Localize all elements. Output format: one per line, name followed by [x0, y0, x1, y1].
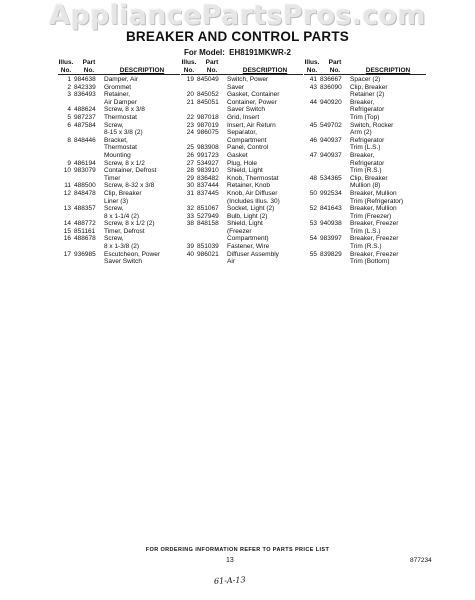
page-number: 13	[226, 557, 234, 564]
description-line: Separator,	[227, 129, 257, 137]
part-header-line1: Part	[82, 59, 96, 66]
part-description	[227, 160, 303, 168]
part-header-line2: No.	[329, 66, 341, 74]
part-number: 940920	[320, 98, 342, 106]
parts-row	[304, 251, 426, 266]
description-line: Breaker, Freezer	[350, 235, 399, 243]
part-description	[104, 122, 180, 137]
description-line: Knob, Air Diffuser	[227, 189, 278, 197]
illus-number: 40	[186, 250, 194, 258]
description-line: Spacer (2)	[350, 76, 381, 83]
site-watermark: AppliancePartsPros.com	[49, 0, 426, 31]
parts-row	[181, 205, 303, 213]
illus-number: 28	[186, 167, 194, 175]
part-header-line1: Part	[205, 59, 219, 66]
part-number: 839829	[320, 250, 342, 258]
part-description	[104, 220, 180, 228]
illus-number: 46	[309, 136, 317, 144]
part-number: 983079	[74, 167, 96, 175]
part-description	[104, 167, 180, 182]
document-number: 877234	[410, 557, 432, 564]
part-number: 836493	[74, 91, 96, 99]
description-line: Trim (Top)	[350, 113, 380, 121]
part-description	[227, 91, 303, 99]
part-number: 488772	[74, 220, 96, 228]
illus-number: 15	[63, 227, 71, 235]
parts-row	[58, 84, 180, 92]
parts-row	[304, 137, 426, 152]
illus-number: 12	[63, 189, 71, 197]
column-header	[181, 58, 303, 75]
illus-number: 33	[186, 212, 194, 220]
parts-row	[181, 213, 303, 221]
description-line: Trim (Bottom)	[350, 258, 390, 266]
part-number: 534927	[197, 159, 219, 167]
part-description	[227, 76, 303, 91]
part-header-line1: Part	[328, 59, 342, 66]
part-description	[227, 129, 303, 144]
parts-row	[58, 205, 180, 220]
part-description	[227, 205, 303, 213]
description-line: Grid, Insert	[227, 113, 260, 121]
description-line: Breaker, Mullion	[350, 205, 397, 213]
part-description	[227, 243, 303, 251]
part-description	[350, 235, 426, 250]
parts-row	[181, 122, 303, 130]
part-number: 836090	[320, 83, 342, 91]
description-line: Timer, Defrost	[104, 227, 145, 235]
illus-number: 47	[309, 151, 317, 159]
illus-header-line2: No.	[183, 66, 195, 74]
description-line: Retainer,	[104, 91, 131, 99]
description-line: Screw,	[104, 235, 124, 243]
part-number: 848158	[197, 220, 219, 228]
parts-row	[58, 220, 180, 228]
illus-number: 43	[309, 83, 317, 91]
illus-number: 2	[67, 83, 71, 91]
part-description	[104, 137, 180, 160]
illus-number: 20	[186, 91, 194, 99]
description-line: Trim (R.S.)	[350, 167, 382, 175]
description-line: Saver Switch	[227, 106, 265, 114]
parts-row	[304, 99, 426, 122]
description-line: Socket, Light (2)	[227, 205, 275, 213]
parts-row	[181, 144, 303, 152]
description-line: Arm (2)	[350, 129, 372, 137]
part-description	[104, 114, 180, 122]
part-description	[350, 205, 426, 220]
description-line: Breaker, Freezer	[350, 250, 399, 258]
description-line: Screw, 8-32 x 3/8	[104, 182, 155, 190]
illus-number: 38	[186, 220, 194, 228]
description-header: DESCRIPTION	[242, 66, 288, 74]
description-line: Gasket, Container	[227, 91, 280, 99]
part-description	[350, 152, 426, 175]
part-description	[104, 205, 180, 220]
part-number: 987019	[197, 121, 219, 129]
part-description	[350, 220, 426, 235]
parts-row	[58, 235, 180, 250]
description-line: Panel, Control	[227, 144, 269, 152]
parts-row	[304, 220, 426, 235]
parts-row	[58, 114, 180, 122]
description-line: (Includes Illus. 30)	[227, 197, 280, 205]
description-line: Clip, Breaker	[104, 189, 142, 197]
part-description	[350, 99, 426, 122]
illus-number: 5	[67, 113, 71, 121]
parts-row	[181, 220, 303, 243]
part-description	[227, 251, 303, 266]
description-line: Refrigerator	[350, 136, 385, 144]
description-line: Clip, Breaker	[350, 174, 388, 182]
illus-number: 16	[63, 235, 71, 243]
part-description	[227, 144, 303, 152]
parts-column-2	[181, 58, 303, 266]
illus-number: 44	[309, 98, 317, 106]
part-number: 488624	[74, 106, 96, 114]
column-header	[304, 58, 426, 75]
part-description	[227, 175, 303, 183]
illus-number: 45	[309, 121, 317, 129]
description-line: Mounting	[104, 151, 131, 159]
part-number: 851039	[197, 243, 219, 251]
parts-row	[181, 190, 303, 205]
description-line: Trim (L.S.)	[350, 227, 381, 235]
part-number: 936985	[74, 250, 96, 258]
description-header: DESCRIPTION	[365, 66, 411, 74]
description-line: Switch, Power	[227, 76, 269, 83]
description-line: Mullion (8)	[350, 182, 381, 190]
description-line: Diffuser Assembly	[227, 250, 279, 258]
part-header-line2: No.	[206, 66, 218, 74]
parts-row	[304, 190, 426, 205]
illus-number: 41	[309, 76, 317, 83]
description-line: Fastener, Wire	[227, 243, 270, 251]
part-description	[227, 167, 303, 175]
parts-row	[304, 122, 426, 137]
part-number: 983997	[320, 235, 342, 243]
illus-number: 4	[67, 106, 71, 114]
part-description	[350, 122, 426, 137]
illus-number: 8	[67, 136, 71, 144]
description-line: Screw, 8 x 3/8	[104, 106, 145, 114]
parts-row	[58, 167, 180, 182]
part-description	[104, 251, 180, 266]
illus-number: 30	[186, 182, 194, 190]
description-line: Switch, Rocker	[350, 121, 394, 129]
description-line: Knob, Thermostat	[227, 174, 279, 182]
description-line: Air	[227, 258, 235, 266]
part-description	[227, 122, 303, 130]
handwritten-note: 61-A-13	[213, 575, 246, 586]
parts-row	[58, 251, 180, 266]
description-header: DESCRIPTION	[119, 66, 165, 74]
illus-number: 24	[186, 129, 194, 137]
parts-column-1	[58, 58, 180, 266]
part-description	[350, 84, 426, 99]
part-description	[227, 182, 303, 190]
part-number: 851161	[74, 227, 96, 235]
parts-row	[181, 182, 303, 190]
parts-row	[304, 175, 426, 190]
description-line: Compartment)	[227, 235, 269, 243]
description-line: Trim (Freezer)	[350, 212, 392, 220]
part-number: 851067	[197, 205, 219, 213]
description-line: (Freezer	[227, 227, 252, 235]
model-line	[0, 48, 475, 57]
description-line: Thermostat	[104, 113, 137, 121]
part-number: 986021	[197, 250, 219, 258]
description-line: Shield, Light	[227, 220, 263, 228]
illus-number: 48	[309, 174, 317, 182]
description-line: Screw, 8 x 1/2	[104, 159, 145, 167]
description-line: Container, Power	[227, 98, 277, 106]
part-number: 534365	[320, 174, 342, 182]
illus-number: 17	[63, 250, 71, 258]
parts-column-3	[304, 58, 426, 266]
page-title: BREAKER AND CONTROL PARTS	[125, 29, 349, 44]
part-description	[104, 91, 180, 106]
description-line: Breaker, Mullion	[350, 189, 397, 197]
part-description	[104, 76, 180, 84]
part-number: 845049	[197, 76, 219, 83]
description-line: Clip, Breaker	[350, 83, 388, 91]
description-line: Compartment	[227, 136, 267, 144]
part-number: 848478	[74, 189, 96, 197]
description-line: Trim (Refrigerator)	[350, 197, 404, 205]
part-description	[227, 152, 303, 160]
parts-row	[181, 76, 303, 91]
description-line: Escutcheon, Power	[104, 250, 161, 258]
parts-row	[58, 190, 180, 205]
illus-number: 13	[63, 205, 71, 213]
part-number: 836667	[320, 76, 342, 83]
description-line: Insert, Air Return	[227, 121, 276, 129]
part-number: 987018	[197, 113, 219, 121]
part-number: 848446	[74, 136, 96, 144]
part-no-header	[74, 59, 104, 74]
illus-number: 11	[64, 182, 71, 190]
part-description	[104, 84, 180, 92]
parts-row	[58, 228, 180, 236]
illus-header-line1: Illus.	[58, 59, 74, 66]
part-number: 940938	[320, 220, 342, 228]
illus-number: 3	[67, 91, 71, 99]
part-number: 488678	[74, 235, 96, 243]
part-description	[350, 137, 426, 152]
part-description	[104, 190, 180, 205]
part-number: 487584	[74, 121, 96, 129]
description-line: Trim (L.S.)	[350, 144, 381, 152]
description-line: Thermostat	[104, 144, 137, 152]
illus-number: 22	[186, 113, 194, 121]
illus-number: 53	[309, 220, 317, 228]
parts-row	[304, 205, 426, 220]
part-description	[104, 182, 180, 190]
part-number: 984638	[74, 76, 96, 83]
description-line: Trim (R.S.)	[350, 243, 382, 251]
description-line: Grommet	[104, 83, 132, 91]
illus-number: 10	[63, 167, 71, 175]
description-line: Gasket	[227, 151, 248, 159]
illus-number: 23	[186, 121, 194, 129]
parts-row	[58, 76, 180, 84]
illus-number: 54	[309, 235, 317, 243]
parts-row	[181, 114, 303, 122]
part-description	[104, 235, 180, 250]
parts-row	[181, 160, 303, 168]
part-number: 940937	[320, 136, 342, 144]
part-description	[227, 190, 303, 205]
part-description	[104, 228, 180, 236]
part-number: 940937	[320, 151, 342, 159]
illus-number: 21	[186, 98, 194, 106]
illus-number: 19	[186, 76, 194, 83]
illus-number: 14	[63, 220, 71, 228]
parts-row	[304, 152, 426, 175]
description-line: Liner (3)	[104, 197, 129, 205]
description-line: Retainer, Knob	[227, 182, 271, 190]
part-number: 837444	[197, 182, 219, 190]
description-line: Bracket,	[104, 136, 128, 144]
illus-number: 55	[309, 250, 317, 258]
part-description	[350, 190, 426, 205]
part-no-header	[320, 59, 350, 74]
parts-row	[181, 175, 303, 183]
parts-row	[58, 160, 180, 168]
part-number: 837445	[197, 189, 219, 197]
description-line: Shield, Light	[227, 167, 263, 175]
parts-row	[181, 167, 303, 175]
part-number: 983910	[197, 167, 219, 175]
description-line: Saver	[227, 83, 244, 91]
parts-row	[181, 91, 303, 99]
description-line: Breaker,	[350, 151, 375, 159]
model-number: EH8191MKWR-2	[229, 48, 291, 57]
illus-header-line2: No.	[306, 66, 318, 74]
part-number: 845051	[197, 98, 219, 106]
model-label: For Model:	[184, 48, 225, 57]
illus-number: 1	[67, 76, 71, 83]
part-number: 842339	[74, 83, 96, 91]
illus-header-line1: Illus.	[304, 59, 320, 66]
part-number: 987237	[74, 113, 96, 121]
illus-number: 29	[186, 174, 194, 182]
part-number: 845052	[197, 91, 219, 99]
parts-row	[181, 152, 303, 160]
parts-row	[304, 235, 426, 250]
description-line: Screw,	[104, 121, 124, 129]
part-description	[227, 114, 303, 122]
description-line: Timer	[104, 174, 121, 182]
illus-number: 31	[186, 189, 194, 197]
description-line: Retainer (2)	[350, 91, 385, 99]
description-line: Container, Defrost	[104, 167, 157, 175]
description-line: Breaker, Freezer	[350, 220, 399, 228]
description-line: Refrigerator	[350, 106, 385, 114]
part-description	[350, 76, 426, 84]
illus-number: 25	[186, 144, 194, 152]
illus-no-header	[304, 59, 320, 74]
illus-number: 32	[186, 205, 194, 213]
part-number: 841643	[320, 205, 342, 213]
ordering-note: FOR ORDERING INFORMATION REFER TO PARTS PRICE LIST	[145, 547, 330, 553]
part-description	[227, 99, 303, 114]
illus-number: 52	[309, 205, 317, 213]
illus-number: 9	[67, 159, 71, 167]
part-number: 488357	[74, 205, 96, 213]
parts-row	[58, 122, 180, 137]
part-description	[227, 220, 303, 243]
part-number: 992534	[320, 189, 342, 197]
part-number: 527949	[197, 212, 219, 220]
illus-number: 27	[186, 159, 194, 167]
part-description	[104, 160, 180, 168]
column-header	[58, 58, 180, 75]
parts-row	[58, 137, 180, 160]
description-line: 8 x 1-1/4 (2)	[104, 212, 140, 220]
part-header-line2: No.	[83, 66, 95, 74]
part-description	[227, 213, 303, 221]
part-no-header	[197, 59, 227, 74]
description-line: Air Damper	[104, 98, 137, 106]
illus-header-line2: No.	[60, 66, 72, 74]
description-line: 8 x 1-3/8 (2)	[104, 243, 140, 251]
illus-number: 50	[309, 189, 317, 197]
parts-row	[58, 91, 180, 106]
illus-number: 26	[186, 151, 194, 159]
part-number: 488500	[74, 182, 96, 190]
part-description	[350, 175, 426, 190]
part-number: 983908	[197, 144, 219, 152]
illus-no-header	[58, 59, 74, 74]
part-description	[104, 106, 180, 114]
illus-header-line1: Illus.	[181, 59, 197, 66]
parts-row	[58, 182, 180, 190]
illus-no-header	[181, 59, 197, 74]
parts-row	[181, 99, 303, 114]
description-line: Plug, Hole	[227, 159, 257, 167]
parts-row	[181, 243, 303, 251]
description-line: Damper, Air	[104, 76, 138, 83]
part-number: 986075	[197, 129, 219, 137]
parts-row	[181, 129, 303, 144]
description-line: 8-15 x 3/8 (2)	[104, 129, 143, 137]
part-number: 486194	[74, 159, 96, 167]
parts-row	[181, 251, 303, 266]
part-description	[350, 251, 426, 266]
parts-row	[304, 76, 426, 84]
description-line: Screw, 8 x 1/2 (2)	[104, 220, 155, 228]
description-line: Saver Switch	[104, 258, 142, 266]
description-line: Breaker,	[350, 98, 375, 106]
part-number: 836482	[197, 174, 219, 182]
description-line: Refrigerator	[350, 159, 385, 167]
illus-number: 39	[186, 243, 194, 251]
description-line: Screw,	[104, 205, 124, 213]
description-line: Bulb, Light (2)	[227, 212, 268, 220]
parts-row	[58, 106, 180, 114]
part-number: 991723	[197, 151, 219, 159]
illus-number: 6	[67, 121, 71, 129]
part-number: 549702	[320, 121, 342, 129]
parts-row	[304, 84, 426, 99]
